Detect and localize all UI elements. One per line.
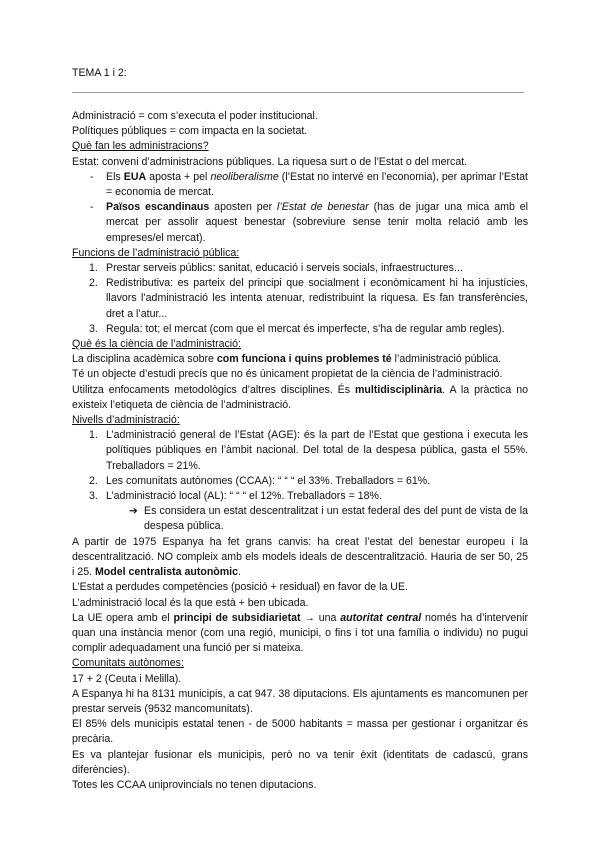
section-heading-what-do: Què fan les administracions? [72,140,209,153]
paragraph: La disciplina acadèmica sobre com funciona i quins problemes té l’administració pública. [72,353,502,366]
dash-marker: - [90,201,94,214]
document-title: TEMA 1 i 2: [72,67,127,79]
list-item: ➔ Es considera un estat descentralitzat i un estat federal des del punt de vista de la despesa pública. [129,505,528,533]
list-item: 1. Prestar serveis públics: sanitat, educació i serveis socials, infraestructures... [89,262,463,275]
paragraph: L’administració local és la que està + ben ubicada. [72,596,309,609]
paragraph: Totes les CCAA uniprovincials no tenen diputacions. [72,778,317,791]
dash-list [72,170,528,246]
intro-line: Polítiques públiques = com impacta en la societat. [72,125,308,138]
document-page [72,66,528,793]
intro-line: Administració = com s’executa el poder institucional. [72,110,318,122]
numbered-list [72,428,528,504]
section-heading-communities: Comunitats autònomes: [72,657,184,670]
list-item: 3. Regula: tot; el mercat (com que el mercat és imperfecte, s’ha de regular amb regles). [89,322,505,335]
paragraph: La UE opera amb el principi de subsidiarietat → una autoritat central només ha d’intervenir quan una instància menor (com una regió, municipi, o fins i tot una família o individu) no pugui complir adequadament una funció per si mateixa. [72,611,528,655]
paragraph: Estat: conveni d’administracions públiques. La riquesa surt o de l’Estat o del mercat. [72,155,468,168]
paragraph: Es va plantejar fusionar els municipis, però no va tenir èxit (identitats de cadascú, grans diferències). [72,748,528,776]
dash-marker: - [90,170,94,183]
numbered-list [72,261,528,337]
arrow-list [72,504,528,534]
document-body [72,109,528,793]
list-item: 3. L’administració local (AL): “ “ “ el 12%. Treballadors = 18%. [89,490,382,503]
section-heading-science: Què és la ciència de l’administració: [72,338,241,351]
section-heading-functions: Funcions de l’administració pública: [72,246,240,259]
paragraph: A Espanya hi ha 8131 municipis, a cat 947. 38 diputacions. Els ajuntaments es mancomunen per prestar serveis (9532 mancomunitats). [72,687,528,715]
paragraph: L’Estat a perdudes competències (posició + residual) en favor de la UE. [72,581,408,594]
paragraph: A partir de 1975 Espanya ha fet grans canvis: ha creat l’estat del benestar europeu i la descentralització. NO compleix amb els models ideals de descentralització. Hauria de ser 50, 25 i 25. Model centralista autonòmic. [72,535,528,579]
list-item: - Els EUA aposta + pel neoliberalisme (l’Estat no intervé en l’economia), per aprimar l’Estat = economia de mercat. [90,170,528,199]
paragraph: Té un objecte d’estudi precís que no és únicament propietat de la ciència de l’administració. [72,368,503,381]
section-heading-levels: Nivells d’administració: [72,414,180,427]
paragraph: El 85% dels municipis estatal tenen - de 5000 habitants = massa per gestionar i organitzar és precària. [72,718,528,746]
list-item: - Països escandinaus aposten per l’Estat de benestar (has de jugar una mica amb el mercat per assolir aquest benestar (sobreviure sense tenir molta relació amb les empreses/el mercat). [90,201,529,244]
paragraph: Utilitza enfocaments metodològics d’altres disciplines. És multidisciplinària. A la pràctica no existeix l’etiqueta de ciència de l’administració. [72,383,528,411]
paragraph: 17 + 2 (Ceuta i Melilla). [72,672,182,685]
list-item: 2. Redistributiva: es parteix del principi que socialment i econòmicament hi ha injustícies, llavors l’administració les intenta atenuar, redistribuint la riquesa. Es fan transferències, dret a l’atur... [89,277,528,320]
title-divider [72,92,524,93]
list-item: 2. Les comunitats autònomes (CCAA): “ “ “ el 33%. Treballadors = 61%. [89,474,431,487]
list-item: 1. L’administració general de l’Estat (AGE): és la part de l’Estat que gestiona i executa les polítiques públiques en l’àmbit nacional. Del total de la despesa pública, gasta el 55%. Treballadors = 21%. [89,429,528,472]
arrow-icon: ➔ [129,505,138,518]
